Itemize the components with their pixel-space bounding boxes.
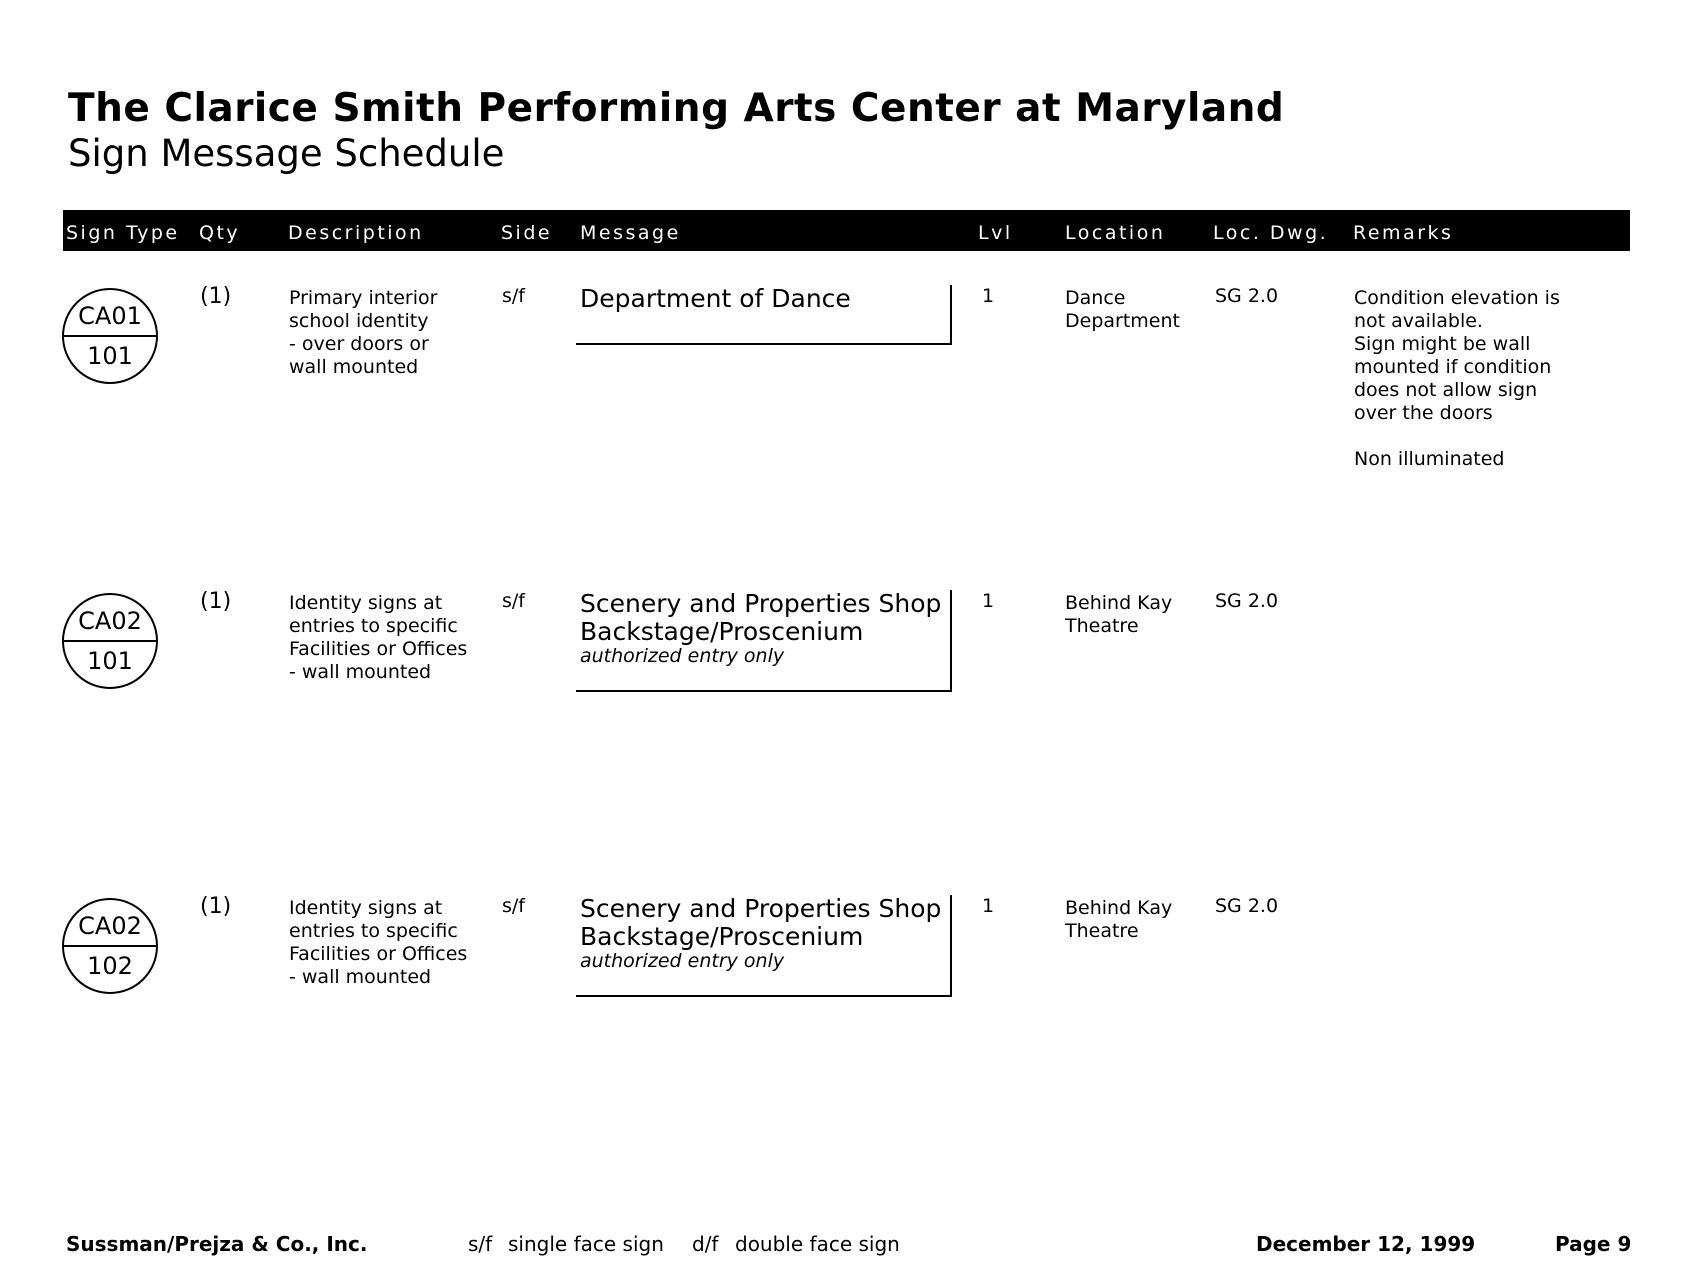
table-row [0,590,1702,880]
sign-type-code: CA01 [78,302,142,330]
message-line: Scenery and Properties Shop [580,589,942,618]
footer-company: Sussman/Prejza & Co., Inc. [66,1232,368,1256]
column-header-message: Message [580,222,681,244]
sign-type-badge [62,593,158,689]
column-header-description: Description [288,222,424,244]
message-line: Backstage/Proscenium [580,617,864,646]
page-subtitle: Sign Message Schedule [68,132,505,175]
sign-type-code: CA02 [78,607,142,635]
level-value: 1 [982,895,995,917]
qty-value: (1) [200,589,232,614]
column-header-sign-type: Sign Type [66,222,180,244]
column-header-location: Location [1065,222,1166,244]
table-row [0,895,1702,1185]
location-text: Dance Department [1065,287,1180,332]
legend-df-abbr: d/f [692,1232,719,1256]
message-box [576,285,952,345]
message-line: Department of Dance [580,284,851,313]
column-header-side: Side [501,222,553,244]
legend-sf-abbr: s/f [468,1232,493,1256]
message-line: Scenery and Properties Shop [580,894,942,923]
sign-type-badge [62,898,158,994]
page-number: Page 9 [1555,1232,1632,1256]
column-header-qty: Qty [199,222,241,244]
sign-number: 101 [87,342,133,370]
sign-type-code: CA02 [78,912,142,940]
message-box [576,895,952,997]
qty-value: (1) [200,894,232,919]
message-note: authorized entry only [580,645,785,667]
legend-df-text: double face sign [735,1232,900,1256]
column-header-remarks: Remarks [1353,222,1454,244]
loc-dwg-value: SG 2.0 [1215,285,1279,307]
side-value: s/f [502,590,525,612]
description-text: Identity signs at entries to specific Facilities or Offices - wall mounted [289,592,468,683]
badge-divider [64,640,156,642]
sign-type-badge [62,288,158,384]
table-header [63,210,1630,251]
table-row [0,285,1702,575]
badge-divider [64,945,156,947]
side-value: s/f [502,285,525,307]
loc-dwg-value: SG 2.0 [1215,590,1279,612]
location-text: Behind Kay Theatre [1065,897,1173,942]
description-text: Primary interior school identity - over doors or wall mounted [289,287,438,378]
message-box [576,590,952,692]
column-header-loc-dwg: Loc. Dwg. [1213,222,1329,244]
description-text: Identity signs at entries to specific Facilities or Offices - wall mounted [289,897,468,988]
column-header-lvl: Lvl [978,222,1013,244]
level-value: 1 [982,285,995,307]
sign-number: 101 [87,647,133,675]
page-title: The Clarice Smith Performing Arts Center at Maryland [68,86,1285,131]
remarks-text: Condition elevation is not available. Sign might be wall mounted if condition does not allow sign over the doors Non illuminated [1354,287,1560,470]
message-note: authorized entry only [580,950,785,972]
legend-sf-text: single face sign [508,1232,664,1256]
sign-number: 102 [87,952,133,980]
location-text: Behind Kay Theatre [1065,592,1173,637]
level-value: 1 [982,590,995,612]
message-line: Backstage/Proscenium [580,922,864,951]
loc-dwg-value: SG 2.0 [1215,895,1279,917]
footer-date: December 12, 1999 [1256,1232,1476,1256]
qty-value: (1) [200,284,232,309]
side-value: s/f [502,895,525,917]
badge-divider [64,335,156,337]
